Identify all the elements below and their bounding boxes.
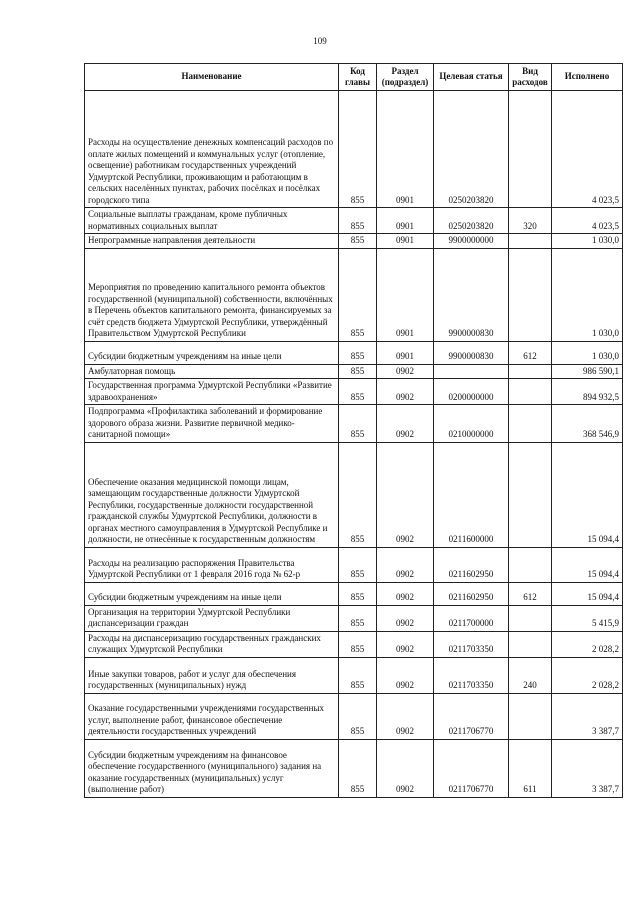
cell-target: 0211602950 [434,582,509,605]
cell-section: 0901 [377,208,434,234]
cell-section: 0902 [377,739,434,797]
table-row [85,582,623,605]
cell-target: 9900000000 [434,234,509,249]
cell-amount: 368 546,9 [552,405,623,443]
cell-section: 0902 [377,379,434,405]
table-row [85,341,623,364]
header-code: Код главы [339,64,377,91]
cell-code: 855 [339,234,377,249]
cell-code: 855 [339,657,377,693]
cell-section: 0902 [377,582,434,605]
cell-code: 855 [339,405,377,443]
cell-type: 611 [509,739,552,797]
cell-name: Непрограммные направления деятельности [85,234,339,249]
table-row [85,379,623,405]
cell-type [509,631,552,657]
cell-amount: 4 023,5 [552,208,623,234]
table-row [85,364,623,379]
table-row [85,693,623,739]
table-row [85,547,623,582]
cell-target: 0211703350 [434,657,509,693]
cell-name: Расходы на диспансеризацию государственных гражданских служащих Удмуртской Республики [85,631,339,657]
cell-target: 0250203820 [434,208,509,234]
cell-type: 240 [509,657,552,693]
table-header-row [85,64,623,91]
cell-section: 0902 [377,405,434,443]
cell-section: 0901 [377,248,434,341]
cell-amount: 3 387,7 [552,739,623,797]
cell-section: 0902 [377,364,434,379]
cell-section: 0902 [377,657,434,693]
cell-code: 855 [339,442,377,547]
cell-target: 9900000830 [434,341,509,364]
table-row [85,657,623,693]
cell-amount: 2 028,2 [552,631,623,657]
cell-type: 612 [509,582,552,605]
cell-code: 855 [339,739,377,797]
cell-section: 0901 [377,341,434,364]
cell-name: Иные закупки товаров, работ и услуг для обеспечения государственных (муниципальных) нужд [85,657,339,693]
table-row [85,405,623,443]
cell-amount: 1 030,0 [552,248,623,341]
cell-code: 855 [339,631,377,657]
cell-name: Государственная программа Удмуртской Республики «Развитие здравоохранения» [85,379,339,405]
cell-target: 0210000000 [434,405,509,443]
cell-name: Субсидии бюджетным учреждениям на иные цели [85,341,339,364]
table-row [85,739,623,797]
cell-name: Амбулаторная помощь [85,364,339,379]
cell-type [509,91,552,208]
table-row [85,631,623,657]
budget-table [84,63,623,798]
header-type: Вид расходов [509,64,552,91]
cell-code: 855 [339,91,377,208]
cell-section: 0902 [377,631,434,657]
cell-section: 0902 [377,693,434,739]
cell-type [509,248,552,341]
cell-code: 855 [339,547,377,582]
cell-type [509,234,552,249]
cell-target: 0211602950 [434,547,509,582]
header-name: Наименование [85,64,339,91]
cell-target [434,364,509,379]
cell-code: 855 [339,248,377,341]
cell-amount: 894 932,5 [552,379,623,405]
header-section: Раздел (подраздел) [377,64,434,91]
cell-section: 0902 [377,547,434,582]
cell-type [509,547,552,582]
cell-name: Организация на территории Удмуртской Республики диспансеризации граждан [85,605,339,631]
cell-code: 855 [339,208,377,234]
cell-code: 855 [339,605,377,631]
table-row [85,208,623,234]
table-row [85,91,623,208]
cell-section: 0902 [377,605,434,631]
cell-type [509,364,552,379]
table-row [85,234,623,249]
cell-type [509,442,552,547]
cell-code: 855 [339,364,377,379]
cell-type: 612 [509,341,552,364]
cell-target: 0211706770 [434,693,509,739]
cell-section: 0901 [377,234,434,249]
cell-name: Оказание государственными учреждениями государственных услуг, выполнение работ, финансовое обеспечение деятельности государственных учреждений [85,693,339,739]
cell-code: 855 [339,341,377,364]
cell-name: Субсидии бюджетным учреждениям на иные цели [85,582,339,605]
header-amount: Исполнено [552,64,623,91]
cell-amount: 15 094,4 [552,582,623,605]
cell-amount: 2 028,2 [552,657,623,693]
cell-code: 855 [339,582,377,605]
cell-amount: 3 387,7 [552,693,623,739]
cell-amount: 1 030,0 [552,234,623,249]
cell-amount: 1 030,0 [552,341,623,364]
cell-amount: 15 094,4 [552,442,623,547]
cell-target: 0211700000 [434,605,509,631]
cell-name: Социальные выплаты гражданам, кроме публичных нормативных социальных выплат [85,208,339,234]
cell-name: Подпрограмма «Профилактика заболеваний и формирование здорового образа жизни. Развитие первичной медико-санитарной помощи» [85,405,339,443]
cell-name: Мероприятия по проведению капитального ремонта объектов государственной (муниципальной) собственности, включённых в Перечень объектов капитального ремонта, финансируемых за счёт средств бюджета Удмуртской Республики, утверждённый Правительством Удмуртской Республики [85,248,339,341]
table-row [85,605,623,631]
cell-amount: 986 590,1 [552,364,623,379]
cell-type: 320 [509,208,552,234]
cell-section: 0901 [377,91,434,208]
cell-type [509,605,552,631]
cell-name: Расходы на осуществление денежных компенсаций расходов по оплате жилых помещений и коммунальных услуг (отопление, освещение) работникам государственных учреждений Удмуртской Республики, проживающим и работающим в сельских населённых пунктах, рабочих посёлках и посёлках городского типа [85,91,339,208]
cell-type [509,405,552,443]
cell-target: 0250203820 [434,91,509,208]
cell-type [509,379,552,405]
table-row [85,442,623,547]
cell-amount: 5 415,9 [552,605,623,631]
cell-target: 9900000830 [434,248,509,341]
cell-name: Расходы на реализацию распоряжения Правительства Удмуртской Республики от 1 февраля 2016 года № 62-р [85,547,339,582]
cell-name: Обеспечение оказания медицинской помощи лицам, замещающим государственные должности Удмуртской Республики, государственные должности государственной гражданской службы Удмуртской Республики, должности в органах местного самоуправления в Удмуртской Республике и должности, не отнесённые к государственным должностям [85,442,339,547]
table-row [85,248,623,341]
cell-code: 855 [339,693,377,739]
cell-target: 0211706770 [434,739,509,797]
cell-amount: 4 023,5 [552,91,623,208]
cell-type [509,693,552,739]
page-number: 109 [313,36,327,46]
cell-section: 0902 [377,442,434,547]
header-target: Целевая статья [434,64,509,91]
cell-target: 0211600000 [434,442,509,547]
cell-target: 0200000000 [434,379,509,405]
cell-target: 0211703350 [434,631,509,657]
cell-amount: 15 094,4 [552,547,623,582]
cell-code: 855 [339,379,377,405]
cell-name: Субсидии бюджетным учреждениям на финансовое обеспечение государственного (муниципального) задания на оказание государственных (муниципальных) услуг (выполнение работ) [85,739,339,797]
